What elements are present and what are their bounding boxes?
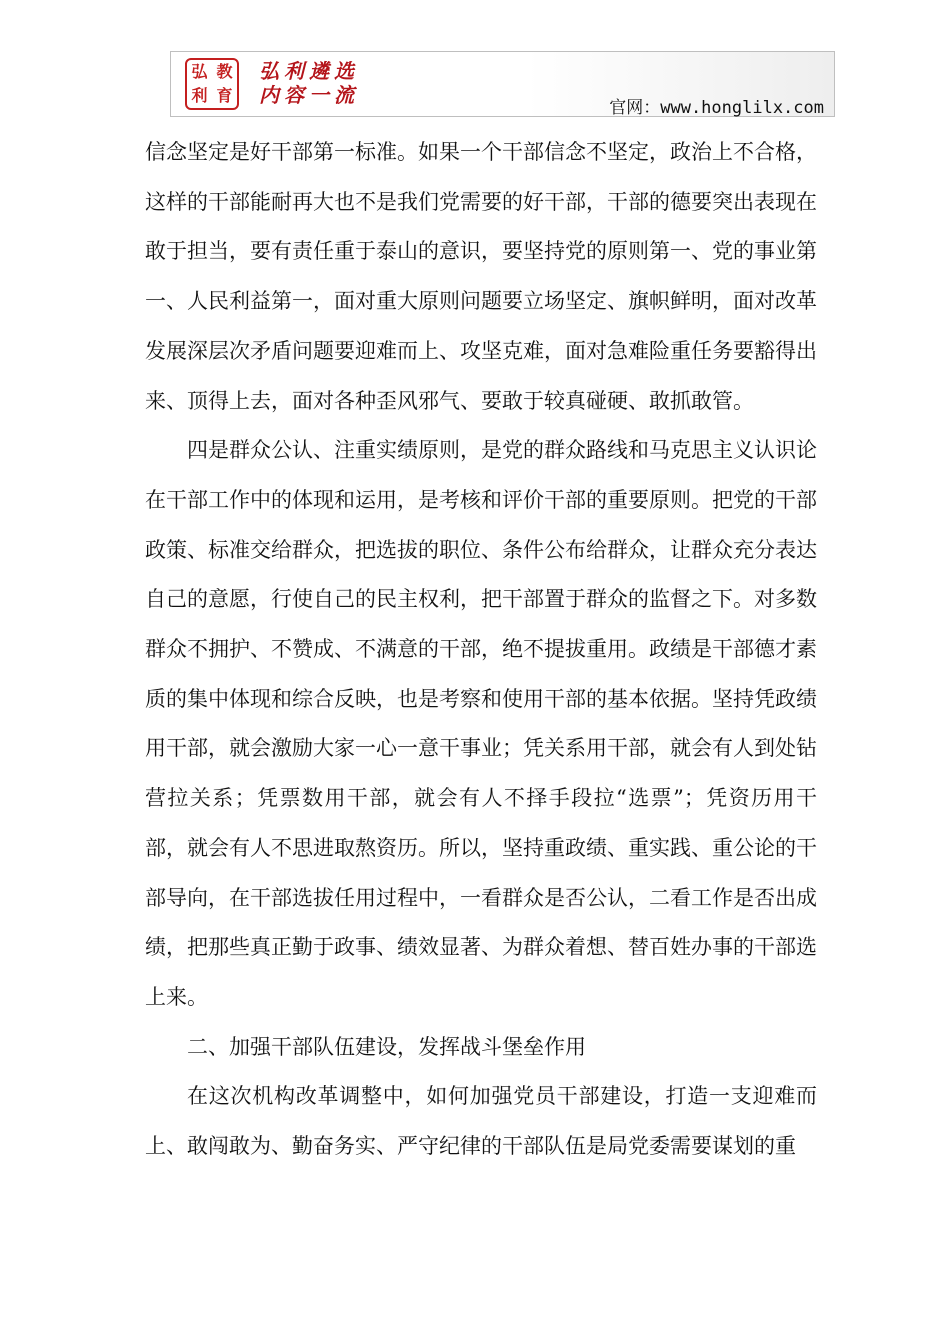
logo-seal-char: 利 — [191, 86, 208, 105]
logo-seal — [185, 58, 239, 110]
logo-seal-char: 育 — [216, 86, 233, 105]
paragraph: 四是群众公认、注重实绩原则，是党的群众路线和马克思主义认识论在干部工作中的体现和运用，是考核和评价干部的重要原则。把党的干部政策、标准交给群众，把选拔的职位、条件公布给群众，让群众充分表达自己的意愿，行使自己的民主权利，把干部置于群众的监督之下。对多数群众不拥护、不赞成、不满意的干部，绝不提拔重用。政绩是干部德才素质的集中体现和综合反映，也是考察和使用干部的基本依据。坚持凭政绩用干部，就会激励大家一心一意干事业；凭关系用干部，就会有人到处钻营拉关系；凭票数用干部，就会有人不择手段拉“选票”；凭资历用干部，就会有人不思进取熬资历。所以，坚持重政绩、重实践、重公论的干部导向，在干部选拔任用过程中，一看群众是否公认，二看工作是否出成绩，把那些真正勤于政事、绩效显著、为群众着想、替百姓办事的干部选上来。 — [145, 438, 817, 1009]
logo-seal-char: 教 — [216, 62, 233, 81]
paragraph: 信念坚定是好干部第一标准。如果一个干部信念不坚定，政治上不合格，这样的干部能耐再大也不是我们党需要的好干部，干部的德要突出表现在敢于担当，要有责任重于泰山的意识，要坚持党的原则第一、党的事业第一、人民利益第一，面对重大原则问题要立场坚定、旗帜鲜明，面对改革发展深层次矛盾问题要迎难而上、攻坚克难，面对急难险重任务要豁得出来、顶得上去，面对各种歪风邪气、要敢于较真碰硬、敢抓敢管。 — [145, 140, 817, 413]
page-header — [170, 51, 835, 117]
document-body — [145, 128, 817, 1172]
slogan-line-2: 内容一流 — [259, 83, 359, 107]
section-heading: 二、加强干部队伍建设，发挥战斗堡垒作用 — [187, 1034, 586, 1059]
slogan-line-1: 弘利遴选 — [259, 59, 359, 83]
logo-slogan — [259, 59, 359, 107]
website-label: 官网：www.honglilx.com — [609, 98, 824, 118]
logo-seal-char: 弘 — [191, 62, 208, 81]
paragraph: 在这次机构改革调整中，如何加强党员干部建设，打造一支迎难而上、敢闯敢为、勤奋务实、严守纪律的干部队伍是局党委需要谋划的重 — [145, 1084, 817, 1159]
